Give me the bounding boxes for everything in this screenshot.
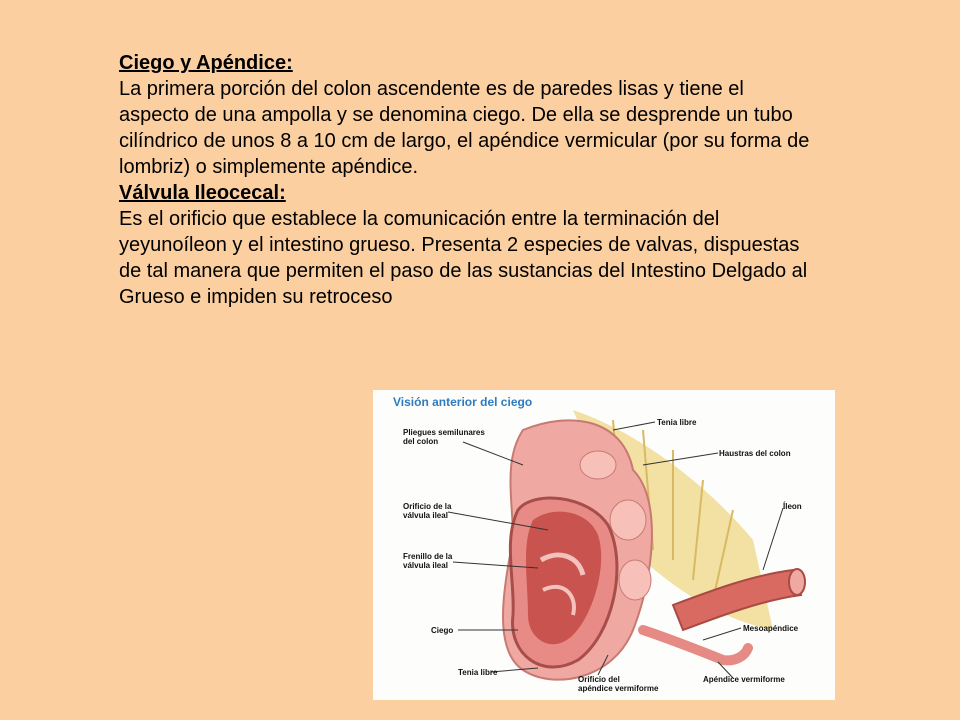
label-apendice: Apéndice vermiforme <box>703 675 785 684</box>
label-frenillo: Frenillo de la válvula ileal <box>403 552 453 570</box>
label-tenia-libre-bottom: Tenia libre <box>458 668 498 677</box>
label-pliegues: Pliegues semilunares del colon <box>403 428 485 446</box>
figure-title: Visión anterior del ciego <box>393 395 533 409</box>
label-ciego: Ciego <box>431 626 454 635</box>
cecum-illustration <box>373 390 835 700</box>
label-tenia-libre-top: Tenia libre <box>657 418 697 427</box>
section-heading-ciego: Ciego y Apéndice: <box>119 52 293 74</box>
label-orificio-valvula: Orificio de la válvula ileal <box>403 502 452 520</box>
label-ileon: Íleon <box>783 502 802 511</box>
section-body-ciego: La primera porción del colon ascendente es de paredes lisas y tiene el aspecto de una ampolla y se denomina ciego. De ella se desprende un tubo cilíndrico de unos 8 a 10 cm de largo, el apéndice vermicular (por su forma de lombriz) o simplemente apéndice. <box>119 78 810 178</box>
section-body-valvula: Es el orificio que establece la comunicación entre la terminación del yeyunoíleon y el intestino grueso. Presenta 2 especies de valvas, dispuestas de tal manera que permiten el paso de las sustancias del Intestino Delgado al Grueso e impiden su retroceso <box>119 208 808 308</box>
slide-text <box>119 50 819 310</box>
label-orificio-apendice: Orificio del apéndice vermiforme <box>578 675 659 693</box>
section-heading-valvula: Válvula Ileocecal: <box>119 182 286 204</box>
label-haustras: Haustras del colon <box>719 449 791 458</box>
label-mesoapendice: Mesoapéndice <box>743 624 799 633</box>
